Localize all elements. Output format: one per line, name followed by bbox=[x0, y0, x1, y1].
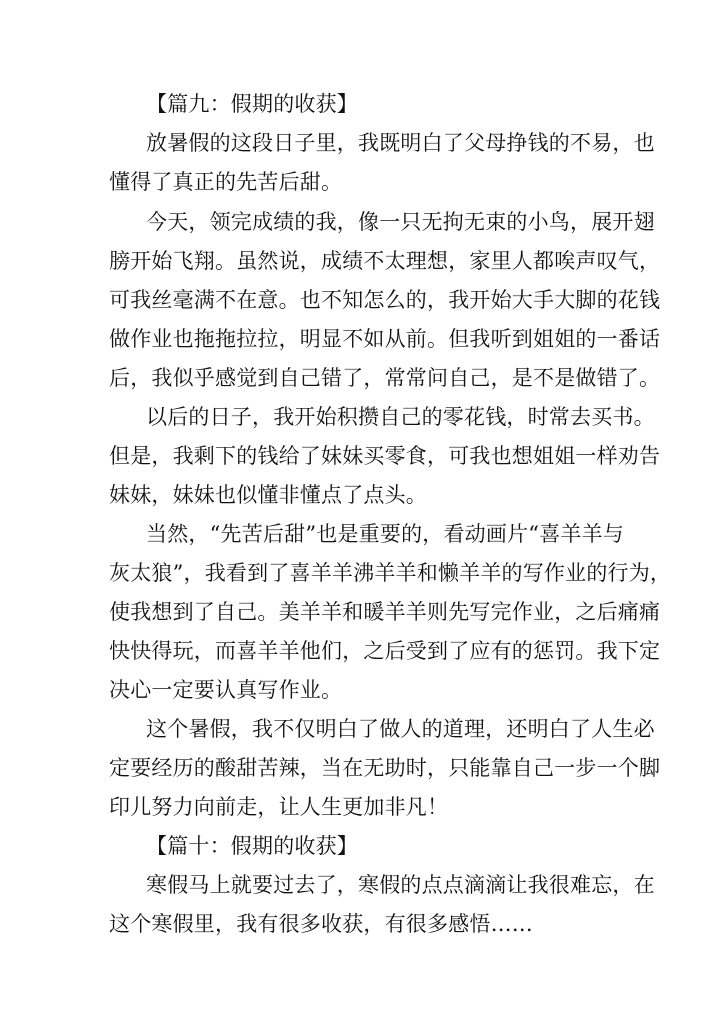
paragraph-line: 定要经历的酸甜苦辣，当在无助时，只能靠自己一步一个脚 bbox=[109, 756, 661, 780]
paragraph-line: 快快得玩，而喜羊羊他们，之后受到了应有的惩罚。我下定 bbox=[109, 639, 661, 663]
paragraph-line: 这个暑假，我不仅明白了做人的道理，还明白了人生必 bbox=[146, 717, 655, 741]
paragraph-line: 以后的日子，我开始积攒自己的零花钱，时常去买书。 bbox=[146, 405, 655, 429]
section-heading: 【篇九：假期的收获】 bbox=[146, 92, 358, 116]
paragraph-line: 使我想到了自己。美羊羊和暖羊羊则先写完作业，之后痛痛 bbox=[109, 600, 661, 624]
paragraph-line: 寒假马上就要过去了，寒假的点点滴滴让我很难忘，在 bbox=[146, 873, 655, 897]
paragraph-line: 今天，领完成绩的我，像一只无拘无束的小鸟，展开翅 bbox=[146, 210, 655, 234]
paragraph-line: 妹妹，妹妹也似懂非懂点了点头。 bbox=[109, 483, 427, 507]
paragraph-line: 当然，“先苦后甜”也是重要的，看动画片“喜羊羊与 bbox=[146, 522, 625, 546]
paragraph-line: 懂得了真正的先苦后甜。 bbox=[109, 170, 343, 194]
section-heading: 【篇十：假期的收获】 bbox=[146, 834, 358, 858]
paragraph-line: 后，我似乎感觉到自己错了，常常问自己，是不是做错了。 bbox=[109, 366, 661, 390]
paragraph-line: 这个寒假里，我有很多收获，有很多感悟…… bbox=[109, 912, 533, 936]
paragraph-line: 做作业也拖拖拉拉，明显不如从前。但我听到姐姐的一番话 bbox=[109, 327, 661, 351]
paragraph-line: 但是，我剩下的钱给了妹妹买零食，可我也想姐姐一样劝告 bbox=[109, 444, 661, 468]
paragraph-line: 印儿努力向前走，让人生更加非凡！ bbox=[109, 795, 449, 819]
paragraph-line: 可我丝毫满不在意。也不知怎么的，我开始大手大脚的花钱 bbox=[109, 288, 661, 312]
paragraph-line: 决心一定要认真写作业。 bbox=[109, 678, 343, 702]
paragraph-line: 膀开始飞翔。虽然说，成绩不太理想，家里人都唉声叹气， bbox=[109, 249, 661, 273]
paragraph-line: 放暑假的这段日子里，我既明白了父母挣钱的不易，也 bbox=[146, 131, 655, 155]
paragraph-line: 灰太狼”，我看到了喜羊羊沸羊羊和懒羊羊的写作业的行为， bbox=[109, 561, 672, 585]
